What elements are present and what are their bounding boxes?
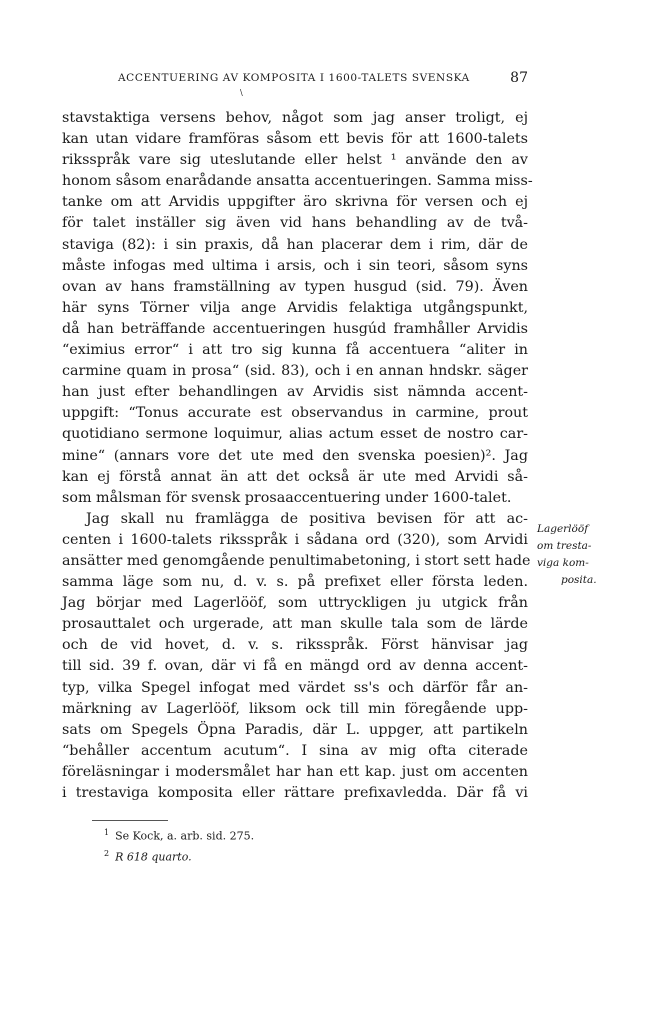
text-line: samma läge som nu, d. v. s. på prefixet eller första leden. <box>62 574 528 591</box>
text-line: och de vid hovet, d. v. s. riksspråk. Först hänvisar jag <box>62 637 528 654</box>
text-line: märkning av Lagerlööf, liksom ock till min föregående upp- <box>62 700 528 717</box>
page-number: 87 <box>510 70 528 86</box>
text-line: quotidiano sermone loquimur, alias actum esset de nostro car- <box>62 426 528 443</box>
text-line: i trestaviga komposita eller rättare prefixavledda. Där få vi <box>62 785 528 801</box>
text-line: mine“ (annars vore det ute med den svenska poesien)². Jag <box>62 447 528 464</box>
text-line: för talet inställer sig även vid hans behandling av de två- <box>62 215 528 232</box>
text-line: staviga (82): i sin praxis, då han placerar dem i rim, där de <box>62 236 528 253</box>
text-line: sats om Spegels Öpna Paradis, där L. uppger, att partikeln <box>62 721 528 738</box>
text-line: typ, vilka Spegel infogat med värdet ss's och därför får an- <box>62 679 528 696</box>
stray-mark: \ <box>240 88 243 97</box>
footnotes <box>104 824 404 865</box>
text-line: ovan av hans framställning av typen husgud (sid. 79). Även <box>62 278 528 295</box>
footnote-marker: 2 <box>104 848 110 858</box>
text-line: här syns Törner vilja ange Arvidis felaktiga utgångspunkt, <box>62 299 528 316</box>
margin-note-line: viga kom- <box>537 557 589 569</box>
text-line: Jag skall nu framlägga de positiva bevisen för att ac- <box>86 510 528 527</box>
margin-note-line: posita. <box>561 574 597 586</box>
text-line: föreläsningar i modersmålet har han ett kap. just om accenten <box>62 763 528 780</box>
text-line: riksspråk vare sig uteslutande eller helst ¹ använde den av <box>62 152 528 169</box>
text-line: kan ej förstå annat än att det också är ute med Arvidi så- <box>62 468 528 485</box>
text-line: prosauttalet och urgerade, att man skulle tala som de lärde <box>62 616 528 633</box>
text-line: då han beträffande accentueringen husgúd framhåller Arvidis <box>62 320 528 337</box>
text-line: honom såsom enarådande ansatta accentueringen. Samma miss- <box>62 173 533 190</box>
footnote-2 <box>104 845 404 866</box>
body-text <box>62 108 533 804</box>
footnote-1 <box>104 824 404 845</box>
text-line: Jag börjar med Lagerlööf, som uttryckligen ju utgick från <box>62 595 528 612</box>
text-line: uppgift: “Tonus accurate est observandus in carmine, prout <box>62 405 528 422</box>
text-line: han just efter behandlingen av Arvidis sist nämnda accent- <box>62 384 528 401</box>
text-line: carmine quam in prosa“ (sid. 83), och i en annan hndskr. säger <box>62 363 528 380</box>
running-header <box>118 70 528 88</box>
text-line: måste infogas med ultima i arsis, och i sin teori, såsom syns <box>62 257 528 274</box>
text-line: som målsman för svensk prosaaccentuering under 1600-talet. <box>62 489 512 506</box>
footnote-text: Se Kock, a. arb. sid. 275. <box>115 829 255 843</box>
running-header-title: ACCENTUERING AV KOMPOSITA I 1600-TALETS SVENSKA <box>118 72 470 84</box>
text-line: tanke om att Arvidis uppgifter äro skrivna för versen och ej <box>62 194 528 211</box>
text-line: “eximius error“ i att tro sig kunna få accentuera “aliter in <box>62 342 528 359</box>
margin-note-line: Lagerlööf <box>537 523 589 535</box>
footnote-text: R 618 quarto. <box>115 850 192 864</box>
margin-note <box>537 521 607 589</box>
footnote-marker: 1 <box>104 828 110 837</box>
footnote-divider <box>92 820 168 821</box>
text-line: kan utan vidare framföras såsom ett bevis för att 1600-talets <box>62 131 528 148</box>
text-line: centen i 1600-talets riksspråk i sådana ord (320), som Arvidi <box>62 531 528 548</box>
text-line: “behåller accentum acutum“. I sina av mig ofta citerade <box>62 742 528 759</box>
margin-note-line: om tresta- <box>537 540 592 552</box>
text-line: ansätter med genomgående penultimabetoning, i stort sett hade <box>62 552 531 569</box>
text-line: stavstaktiga versens behov, något som jag anser troligt, ej <box>62 110 528 126</box>
text-line: till sid. 39 f. ovan, där vi få en mängd ord av denna accent- <box>62 658 528 675</box>
